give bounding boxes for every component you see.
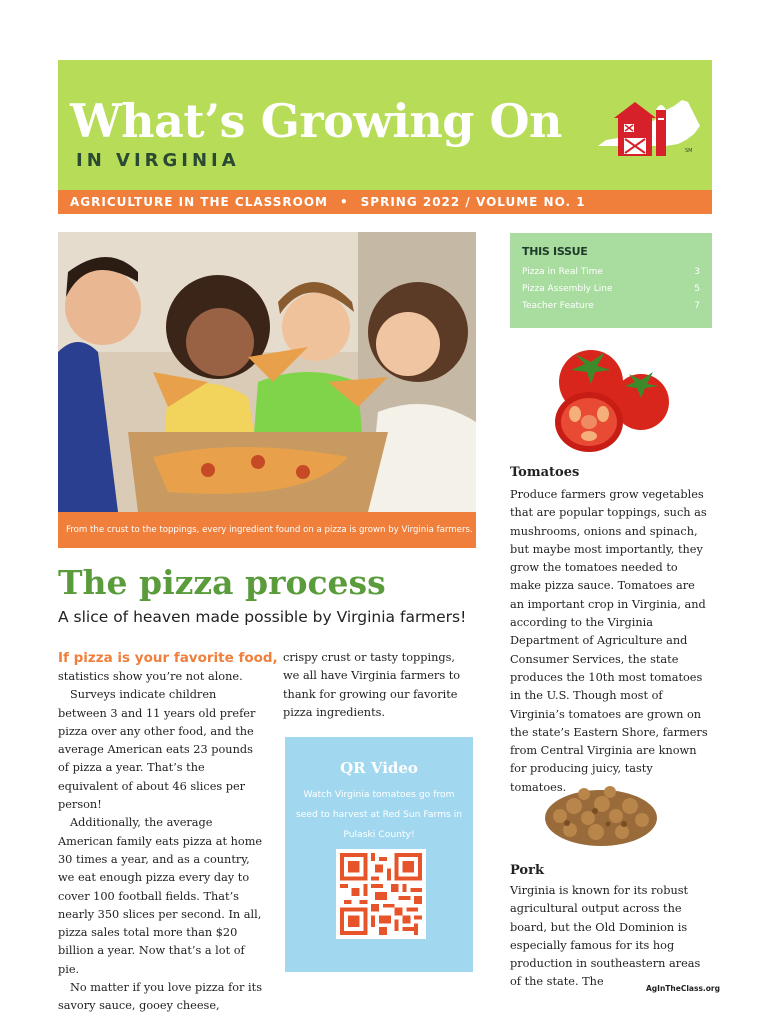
article-headline: The pizza process bbox=[58, 563, 386, 602]
issue-item[interactable] bbox=[522, 264, 700, 281]
newsletter-title: What’s Growing On bbox=[70, 94, 562, 148]
this-issue-box bbox=[510, 233, 712, 328]
article-deck: A slice of heaven made possible by Virginia farmers! bbox=[58, 608, 467, 626]
issue-item[interactable] bbox=[522, 298, 700, 315]
qr-video-box bbox=[285, 737, 473, 972]
article-paragraph: crispy crust or tasty toppings, we all have Virginia farmers to thank for growing our favorite pizza ingredients. bbox=[283, 651, 461, 719]
masthead bbox=[58, 60, 712, 190]
photo-caption bbox=[58, 512, 476, 548]
pork-heading: Pork bbox=[510, 863, 544, 878]
qr-video-title: QR Video bbox=[340, 759, 418, 777]
photo-caption-text: From the crust to the toppings, every ingredient found on a pizza is grown by Virginia farmers. bbox=[66, 525, 473, 535]
article-paragraph: statistics show you’re not alone. bbox=[58, 670, 243, 683]
issue-item-label: Pizza in Real Time bbox=[522, 267, 603, 277]
issue-item-page: 5 bbox=[694, 284, 700, 294]
issue-item-page: 3 bbox=[694, 267, 700, 277]
issue-item-label: Pizza Assembly Line bbox=[522, 284, 613, 294]
footer-url[interactable]: AgInTheClass.org bbox=[646, 984, 720, 993]
qr-code-icon[interactable] bbox=[336, 849, 426, 939]
issue-item-label: Teacher Feature bbox=[522, 301, 594, 311]
program-name: AGRICULTURE IN THE CLASSROOM bbox=[70, 195, 328, 209]
article-lead: If pizza is your favorite food, bbox=[58, 650, 278, 666]
article-paragraph: No matter if you love pizza for its savory sauce, gooey cheese, bbox=[58, 981, 262, 1013]
tomatoes-heading: Tomatoes bbox=[510, 465, 580, 480]
this-issue-title: THIS ISSUE bbox=[522, 245, 588, 258]
article-column-1 bbox=[58, 648, 278, 1016]
pork-body: Virginia is known for its robust agricultural output across the board, but the Old Dominion is especially famous for its hog production in southeastern areas of the state. The bbox=[510, 884, 701, 989]
band-separator: • bbox=[339, 195, 349, 209]
issue-band bbox=[58, 190, 712, 214]
issue-date: SPRING 2022 / VOLUME NO. 1 bbox=[360, 195, 586, 209]
newsletter-subtitle: IN VIRGINIA bbox=[76, 150, 240, 171]
tomatoes-body: Produce farmers grow vegetables that are popular toppings, such as mushrooms, onions and spinach, but maybe most importantly, they grow the tomatoes needed to make pizza sauce. Tomatoes are an important crop in Virginia, and according to the Virginia Department of Agriculture and Consumer Services, the state produces the 10th most tomatoes in the U.S. Though most of Virginia’s tomatoes are grown on the state’s Eastern Shore, farmers from Central Virginia are known for producing juicy, tasty tomatoes. bbox=[510, 488, 708, 794]
pork-image bbox=[540, 778, 662, 850]
article-paragraph: Additionally, the average American family eats pizza at home 30 times a year, and as a country, we eat enough pizza every day to cover 100 football fields. That’s nearly 350 slices per second. In all, pizza sales total more than $20 billion a year. Now that’s a lot of pie. bbox=[58, 816, 263, 976]
issue-item-page: 7 bbox=[694, 301, 700, 311]
service-mark: SM bbox=[685, 148, 693, 154]
qr-video-text: Watch Virginia tomatoes go from seed to harvest at Red Sun Farms in Pulaski County! bbox=[295, 789, 463, 840]
issue-item[interactable] bbox=[522, 281, 700, 298]
article-paragraph: Surveys indicate children between 3 and 11 years old prefer pizza over any other food, and the average American eats 23 pounds of pizza a year. That’s the equivalent of about 46 slices per person! bbox=[58, 688, 256, 812]
article-column-2 bbox=[283, 649, 473, 722]
kids-eating-pizza-photo bbox=[58, 232, 476, 548]
tomatoes-image bbox=[545, 340, 675, 458]
